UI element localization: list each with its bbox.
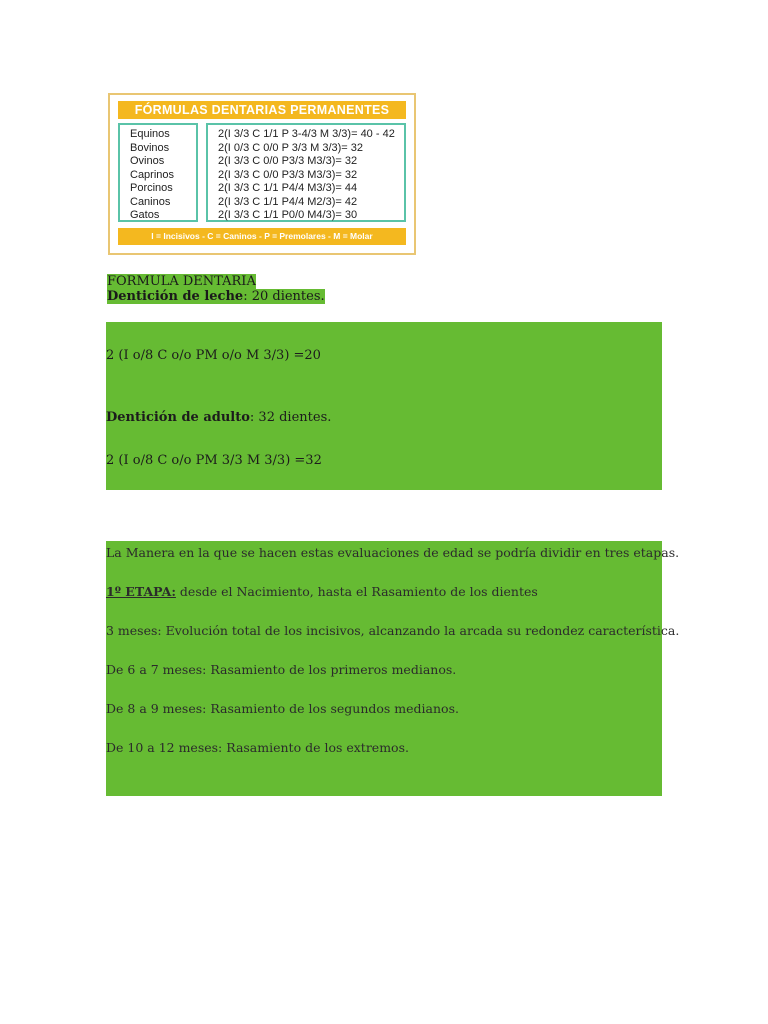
animal-name: Caninos (130, 195, 171, 208)
card-legend: I = Incisivos - C = Caninos - P = Premolares - M = Molar (118, 228, 406, 245)
animal-name: Gatos (130, 209, 160, 221)
formula-entry: 2(I 3/3 C 1/1 P0/0 M4/3)= 30 (218, 209, 358, 221)
animal-name: Equinos (130, 128, 170, 140)
formula-entry: 2(I 3/3 C 1/1 P4/4 M2/3)= 42 (218, 195, 358, 208)
stage-line: De 6 a 7 meses: Rasamiento de los primeros medianos. (106, 662, 457, 677)
etapa-description: desde el Nacimiento, hasta el Rasamiento de los dientes (175, 584, 538, 599)
adulto-formula: 2 (I o/8 C o/o PM 3/3 M 3/3) =32 (106, 453, 322, 468)
formula-entry: 2(I 3/3 C 0/0 P3/3 M3/3)= 32 (218, 168, 358, 181)
animal-name: Porcinos (130, 182, 173, 194)
stage-line: De 8 a 9 meses: Rasamiento de los segundos medianos. (106, 701, 459, 716)
denticion-leche-label: Dentición de leche (107, 289, 244, 304)
dental-formulas-card (108, 93, 416, 255)
animal-name: Bovinos (130, 141, 170, 154)
formula-entry: 2(I 3/3 C 0/0 P3/3 M3/3)= 32 (218, 155, 358, 167)
etapa-label: 1º ETAPA: (106, 584, 176, 599)
formula-entry: 2(I 3/3 C 1/1 P4/4 M3/3)= 44 (218, 182, 358, 194)
denticion-adulto-count: : 32 dientes. (249, 410, 332, 425)
animal-name: Ovinos (130, 155, 165, 167)
denticion-adulto-label: Dentición de adulto (106, 410, 250, 425)
etapa-line (106, 584, 538, 600)
stages-intro: La Manera en la que se hacen estas evaluaciones de edad se podría dividir en tres etapas. (106, 545, 680, 560)
denticion-leche-line (107, 289, 325, 304)
formula-dentaria-heading: FORMULA DENTARIA (107, 274, 256, 289)
denticion-leche-count: : 20 dientes. (243, 289, 325, 304)
formula-entry: 2(I 3/3 C 1/1 P 3-4/3 M 3/3)= 40 - 42 (218, 128, 395, 140)
animal-list (118, 123, 198, 222)
denticion-adulto-line (106, 410, 331, 426)
formula-list (206, 123, 406, 222)
card-title: FÓRMULAS DENTARIAS PERMANENTES (118, 101, 406, 119)
formula-block (106, 322, 662, 490)
stage-line: De 10 a 12 meses: Rasamiento de los extremos. (106, 740, 409, 755)
stage-line: 3 meses: Evolución total de los incisivos, alcanzando la arcada su redondez característica. (106, 623, 680, 638)
leche-formula: 2 (I o/8 C o/o PM o/o M 3/3) =20 (106, 348, 321, 363)
evaluation-stages-block (106, 541, 680, 796)
animal-name: Caprinos (130, 168, 175, 181)
formula-entry: 2(I 0/3 C 0/0 P 3/3 M 3/3)= 32 (218, 141, 364, 154)
